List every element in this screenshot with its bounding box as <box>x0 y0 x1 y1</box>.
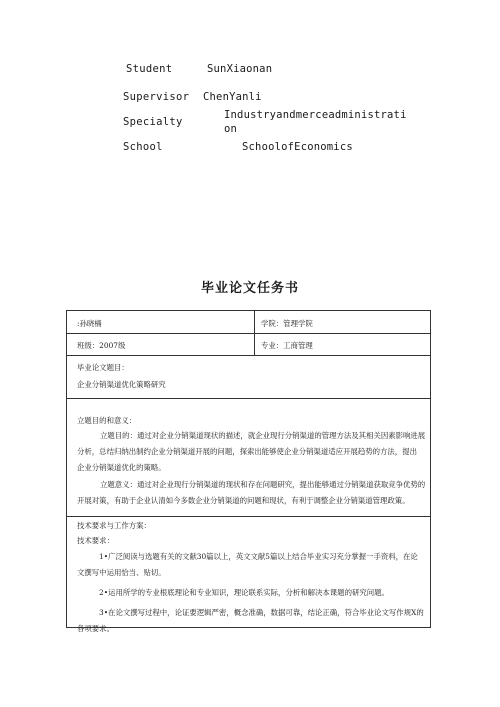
tech-req-label: 技术要求： <box>77 536 114 545</box>
school-label: School <box>123 141 163 153</box>
supervisor-value: ChenYanli <box>203 91 262 103</box>
topic-value: 企业分销渠道优化策略研究 <box>77 380 166 389</box>
purpose-paragraph-1 <box>77 428 427 476</box>
requirement-item-2: 2•运用所学的专业根底理论和专业知识，理论联系实际，分析和解决本课题的研究问题。 <box>99 588 389 597</box>
topic-label: 毕业论文题目： <box>77 363 129 372</box>
row-divider <box>67 398 430 399</box>
requirement-item-1-cont: 文撰写中运用恰当、贴切。 <box>77 568 166 577</box>
purpose-p1-line: 分析，总结归纳出制约企业分销渠道开展的问题，探索出能够使企业分销渠道适应开展趋势的方法，提出 <box>77 447 417 456</box>
specialty-value-line1: Industryandmerceadministrati <box>224 109 407 121</box>
school-value: SchoolofEconomics <box>242 141 353 153</box>
row-divider <box>67 355 430 356</box>
student-label: Student <box>126 63 173 75</box>
purpose-p2-line: 立题意义：通过对企业现行分销渠道的现状和存在问题研究，提出能够通过分销渠道获取竞争优势的 <box>100 480 426 489</box>
requirement-item-1: 1•广泛阅读与选题有关的文献30篇以上，英文文献5篇以上结合毕业实习充分掌握一手资料，在论 <box>99 552 418 561</box>
major-cell: 专业：工商管理 <box>261 341 313 350</box>
row-divider <box>67 516 430 517</box>
requirement-item-3: 3•在论文撰写过程中，论证要逻辑严密，概念准确，数据可靠，结论正确，符合毕业论文写作规X的 <box>99 608 424 617</box>
purpose-label: 立题目的和意义： <box>77 416 137 425</box>
specialty-value-line2: on <box>224 123 238 135</box>
supervisor-label: Supervisor <box>123 91 190 103</box>
requirements-list <box>77 549 427 637</box>
task-book-table <box>66 310 431 633</box>
college-cell: 学院：管理学院 <box>261 319 313 328</box>
student-value: SunXiaonan <box>207 63 273 75</box>
purpose-p1-line: 立题目的：通过对企业分销渠道现状的描述，就企业现行分销渠道的管理方法及其相关因素影响进展 <box>100 431 426 440</box>
requirement-item-3-cont: 各项要求。 <box>77 624 114 633</box>
purpose-paragraph-2 <box>77 477 427 509</box>
student-name-cell: :孙晓楠 <box>77 319 102 328</box>
specialty-label: Specialty <box>123 116 183 128</box>
row-divider <box>67 333 430 334</box>
tech-label: 技术要求与工作方案： <box>77 521 151 530</box>
task-book-title: 毕业论文任务书 <box>200 281 299 296</box>
class-cell: 班级：2007级 <box>77 341 126 350</box>
column-divider <box>254 311 255 355</box>
purpose-p1-line: 企业分销渠道优化的策略。 <box>77 463 166 472</box>
purpose-p2-line: 开展对策，有助于企业认清如今多数企业分销渠道的问题和现状，有利于调整企业分销渠道管理政策。 <box>77 496 410 505</box>
